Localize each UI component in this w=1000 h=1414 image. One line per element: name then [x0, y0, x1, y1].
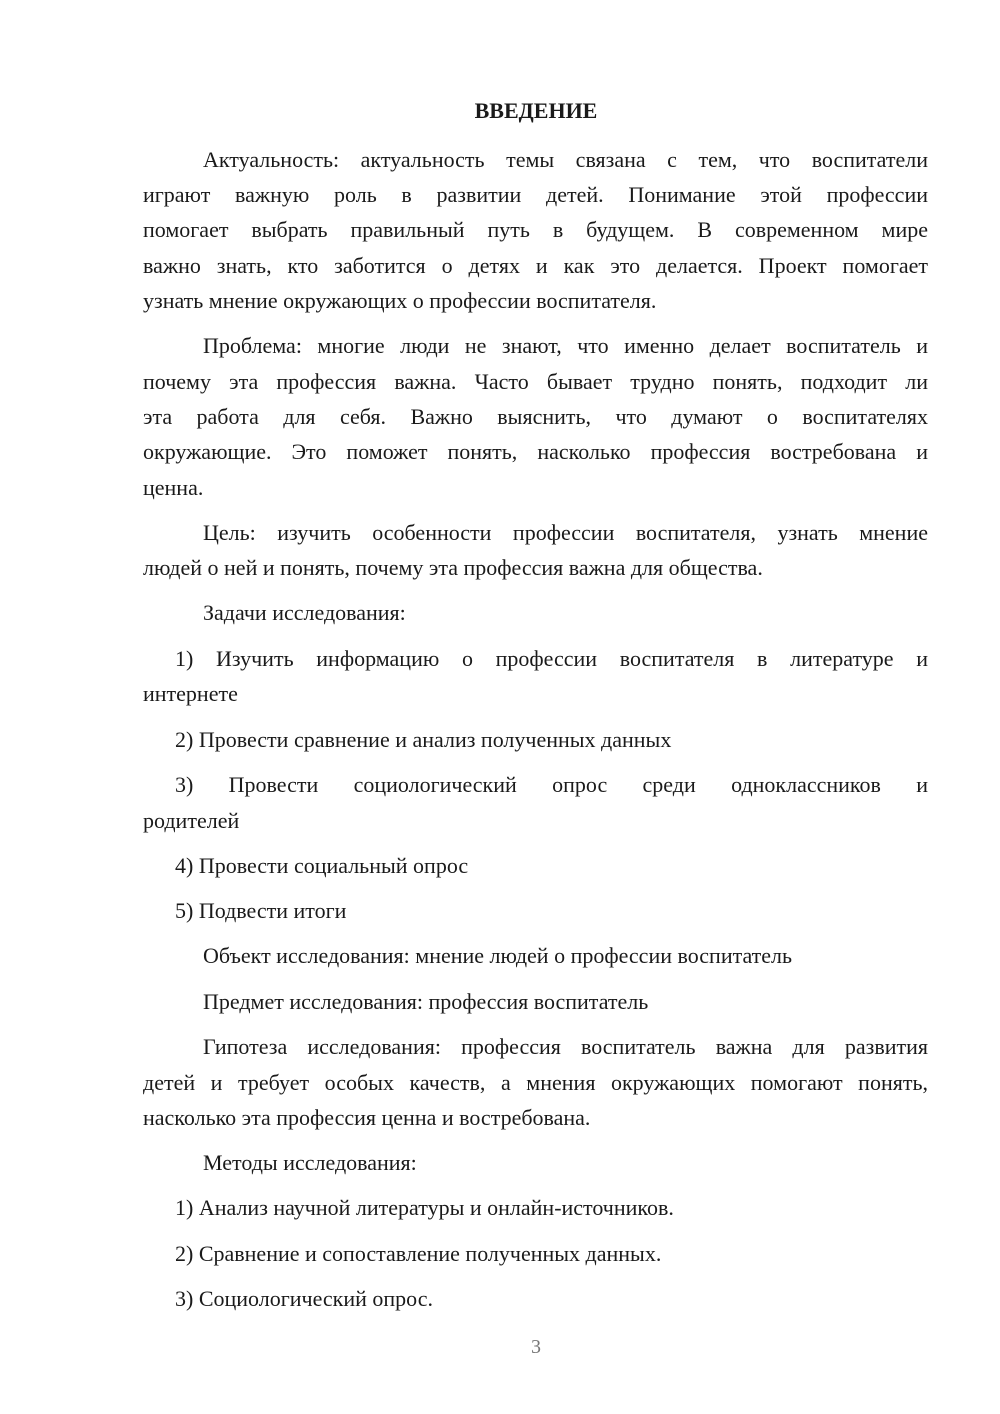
text-line: Цель: изучить особенности профессии воспитателя, узнать мнение — [203, 520, 928, 545]
list-item: 3) Социологический опрос. — [175, 1286, 433, 1311]
page-title: ВВЕДЕНИЕ — [474, 98, 598, 123]
text-line: помогает выбрать правильный путь в будущем. В современном мире — [143, 217, 928, 242]
list-item: 1) Анализ научной литературы и онлайн-источников. — [175, 1195, 674, 1220]
section-heading: Задачи исследования: — [203, 600, 406, 625]
text-line: Актуальность: актуальность темы связана с тем, что воспитатели — [203, 147, 928, 172]
text-line: почему эта профессия важна. Часто бывает трудно понять, подходит ли — [143, 369, 928, 394]
text-line: эта работа для себя. Важно выяснить, что думают о воспитателях — [143, 404, 928, 429]
text-line: ценна. — [143, 475, 204, 500]
list-item: 4) Провести социальный опрос — [175, 853, 469, 878]
text-line: насколько эта профессия ценна и востребована. — [143, 1105, 591, 1130]
text-line: Предмет исследования: профессия воспитатель — [203, 989, 649, 1014]
text-line: Объект исследования: мнение людей о профессии воспитатель — [203, 943, 793, 968]
list-item-continuation: родителей — [143, 808, 240, 833]
list-item: 1) Изучить информацию о профессии воспитателя в литературе и — [175, 646, 928, 671]
list-item: 2) Сравнение и сопоставление полученных данных. — [175, 1241, 662, 1266]
page-number: 3 — [531, 1336, 541, 1358]
text-line: узнать мнение окружающих о профессии воспитателя. — [143, 288, 657, 313]
list-item: 5) Подвести итоги — [175, 898, 347, 923]
section-heading: Методы исследования: — [203, 1150, 417, 1175]
text-line: важно знать, кто заботится о детях и как это делается. Проект помогает — [143, 253, 928, 278]
text-line: Проблема: многие люди не знают, что именно делает воспитатель и — [203, 333, 928, 358]
text-line: Гипотеза исследования: профессия воспитатель важна для развития — [203, 1034, 928, 1059]
list-item-continuation: интернете — [143, 681, 238, 706]
text-line: играют важную роль в развитии детей. Понимание этой профессии — [143, 182, 928, 207]
list-item: 2) Провести сравнение и анализ полученных данных — [175, 727, 672, 752]
list-item: 3) Провести социологический опрос среди одноклассников и — [175, 772, 928, 797]
text-line: людей о ней и понять, почему эта профессия важна для общества. — [143, 555, 763, 580]
text-line: окружающие. Это поможет понять, насколько профессия востребована и — [143, 439, 928, 464]
text-line: детей и требует особых качеств, а мнения окружающих помогают понять, — [143, 1070, 928, 1095]
